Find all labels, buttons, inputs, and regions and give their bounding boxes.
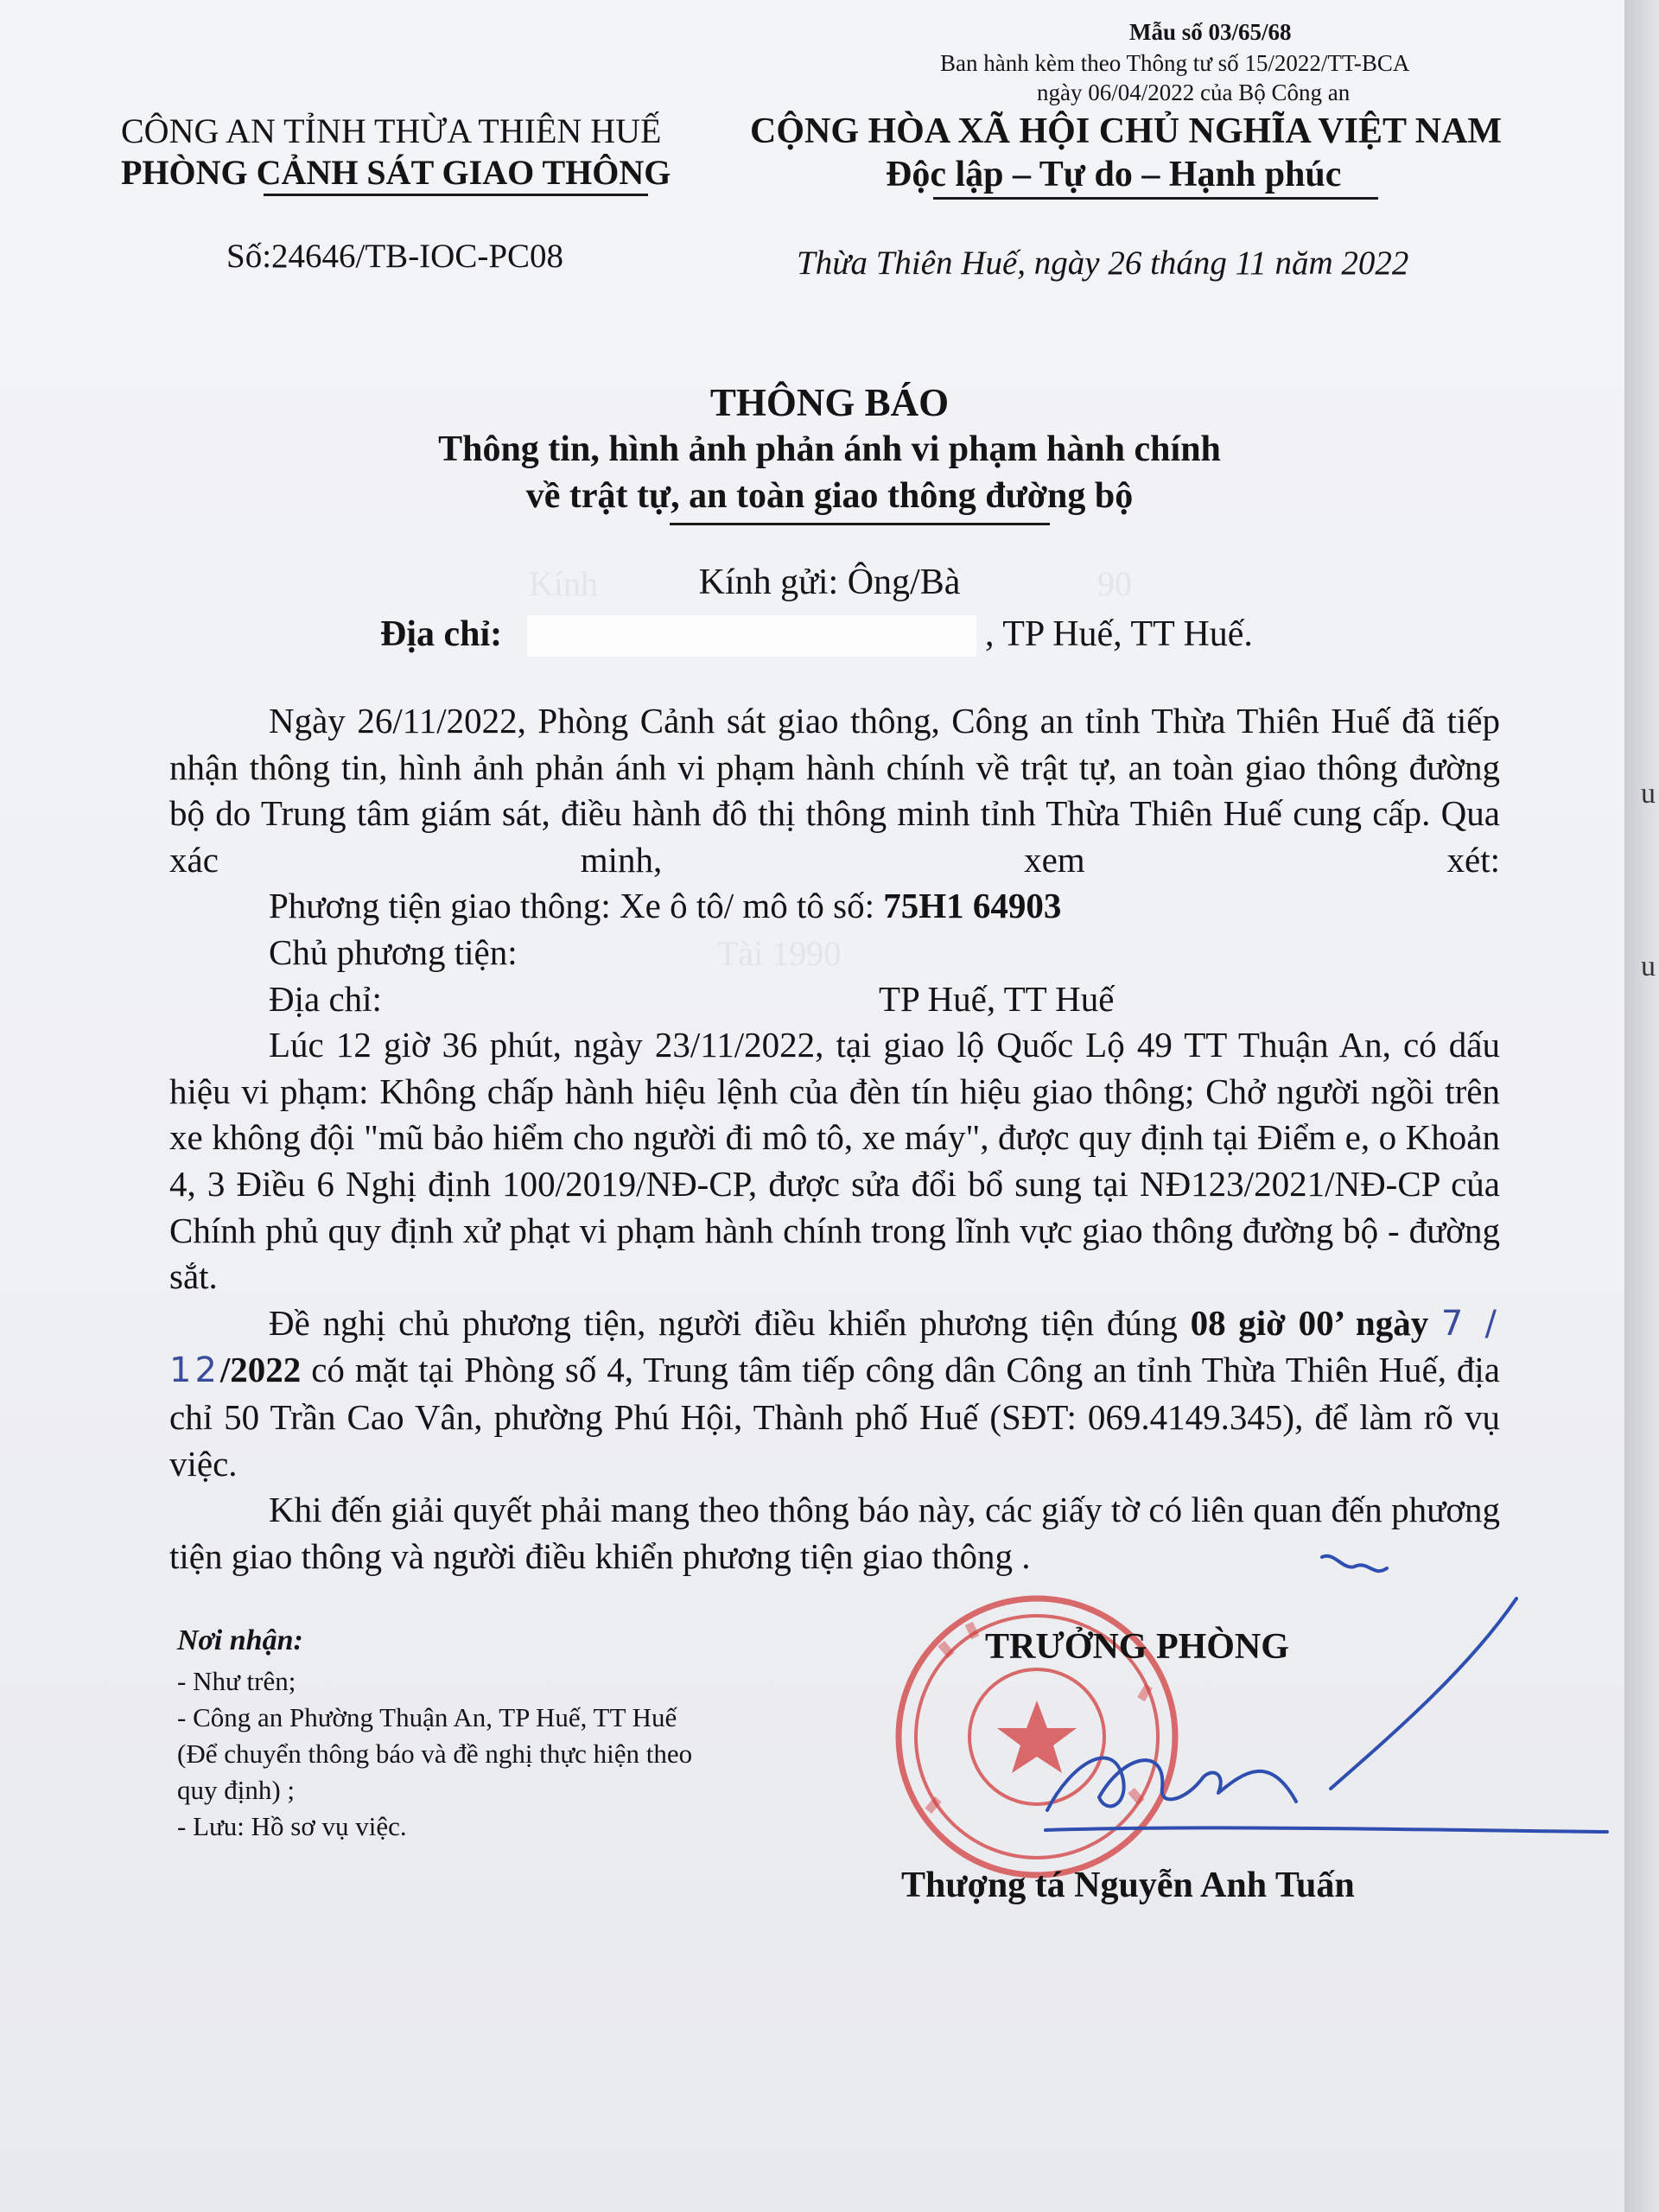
nation-name: CỘNG HÒA XÃ HỘI CHỦ NGHĨA VIỆT NAM bbox=[750, 111, 1503, 151]
recipients-item: - Như trên; bbox=[177, 1666, 296, 1696]
edge-glyph: u bbox=[1641, 778, 1656, 810]
paragraph-documents: Khi đến giải quyết phải mang theo thông báo này, các giấy tờ có liên quan đến phương tiện giao thông và người điều khiển phương tiện giao thông . bbox=[169, 1490, 1500, 1576]
bleed-through: 90 bbox=[1097, 564, 1132, 603]
bleed-through: Tài 1990 bbox=[717, 934, 842, 973]
paragraph-receipt: Ngày 26/11/2022, Phòng Cảnh sát giao thông, Công an tỉnh Thừa Thiên Huế đã tiếp nhận thông tin, hình ảnh phản ánh vi phạm hành chính về trật tự, an toàn giao thông đường bộ do Trung tâm giám sát, điều hành đô thị thông minh tỉnh Thừa Thiên Huế cung cấp. Qua xác minh, xem xét: bbox=[169, 701, 1500, 880]
signer-name: Thượng tá Nguyễn Anh Tuấn bbox=[901, 1866, 1355, 1905]
recipients-item: (Để chuyển thông báo và đề nghị thực hiện theo bbox=[177, 1738, 693, 1769]
edge-glyph: u bbox=[1641, 950, 1656, 982]
recipient-address-city: , TP Huế, TT Huế. bbox=[985, 614, 1253, 654]
owner-address-city: TP Huế, TT Huế bbox=[878, 978, 1115, 1019]
recipient-greeting: Kính gửi: Ông/Bà bbox=[698, 563, 961, 602]
vehicle-plate: 75H1 64903 bbox=[883, 886, 1062, 926]
form-issued-date: ngày 06/04/2022 của Bộ Công an bbox=[1037, 79, 1351, 105]
form-number: Mẫu số 03/65/68 bbox=[1129, 19, 1292, 45]
place-and-date: Thừa Thiên Huế, ngày 26 tháng 11 năm 2022 bbox=[797, 245, 1409, 282]
recipients-item: - Công an Phường Thuận An, TP Huế, TT Huế bbox=[177, 1702, 677, 1732]
summons-time: 08 giờ 00’ ngày bbox=[1190, 1302, 1429, 1343]
document-title: THÔNG BÁO bbox=[709, 381, 950, 424]
nation-motto: Độc lập – Tự do – Hạnh phúc bbox=[886, 155, 1342, 194]
paragraph-summons: Đề nghị chủ phương tiện, người điều khiển phương tiện đúng 08 giờ 00’ ngày 7 / 12/2022 có mặt tại Phòng số 4, Trung tâm tiếp công dân Công an tỉnh Thừa Thiên Huế, địa chỉ 50 Trần Cao Vân, phường Phú Hội, Thành phố Huế (SĐT: 069.4149.345), để làm rõ vụ việc. bbox=[169, 1302, 1500, 1484]
recipients-title: Nơi nhận: bbox=[177, 1624, 303, 1656]
vehicle-label: Phương tiện giao thông: Xe ô tô/ mô tô số: bbox=[269, 886, 884, 926]
paragraph-violation: Lúc 12 giờ 36 phút, ngày 23/11/2022, tại giao lộ Quốc Lộ 49 TT Thuận An, có dấu hiệu vi phạm: Không chấp hành hiệu lệnh của đèn tín hiệu giao thông; Chở người ngồi trên xe không đội "mũ bảo hiểm cho người đi mô tô, xe máy", được quy định tại Điểm e, o Khoản 4, 3 Điều 6 Nghị định 100/2019/NĐ-CP, được sửa đổi bổ sung tại NĐ123/2021/NĐ-CP của Chính phủ quy định xử phạt vi phạm hành chính trong lĩnh vực giao thông đường bộ - đường sắt. bbox=[169, 1025, 1500, 1297]
bleed-through: Kính bbox=[529, 564, 598, 603]
issuer-department: PHÒNG CẢNH SÁT GIAO THÔNG bbox=[121, 153, 671, 192]
owner-line: Chủ phương tiện: bbox=[269, 931, 518, 972]
background-page-edge bbox=[1624, 0, 1659, 2212]
document-number: Số:24646/TB-IOC-PC08 bbox=[226, 238, 564, 275]
recipients-item: quy định) ; bbox=[177, 1775, 296, 1805]
document-subtitle-1: Thông tin, hình ảnh phản ánh vi phạm hành chính bbox=[438, 429, 1221, 469]
signer-position: TRƯỞNG PHÒNG bbox=[985, 1627, 1289, 1667]
recipients-item: - Lưu: Hồ sơ vụ việc. bbox=[177, 1811, 407, 1841]
recipient-address-label: Địa chỉ: bbox=[380, 614, 503, 654]
owner-address-label: Địa chỉ: bbox=[269, 978, 382, 1019]
document-subtitle-2: về trật tự, an toàn giao thông đường bộ bbox=[525, 476, 1134, 516]
summons-year: /2022 bbox=[219, 1350, 302, 1390]
handwritten-date: 7 / 12 bbox=[169, 1303, 1500, 1391]
issuer-agency: CÔNG AN TỈNH THỪA THIÊN HUẾ bbox=[121, 111, 662, 150]
form-issued-with: Ban hành kèm theo Thông tư số 15/2022/TT-BCA bbox=[940, 50, 1410, 76]
